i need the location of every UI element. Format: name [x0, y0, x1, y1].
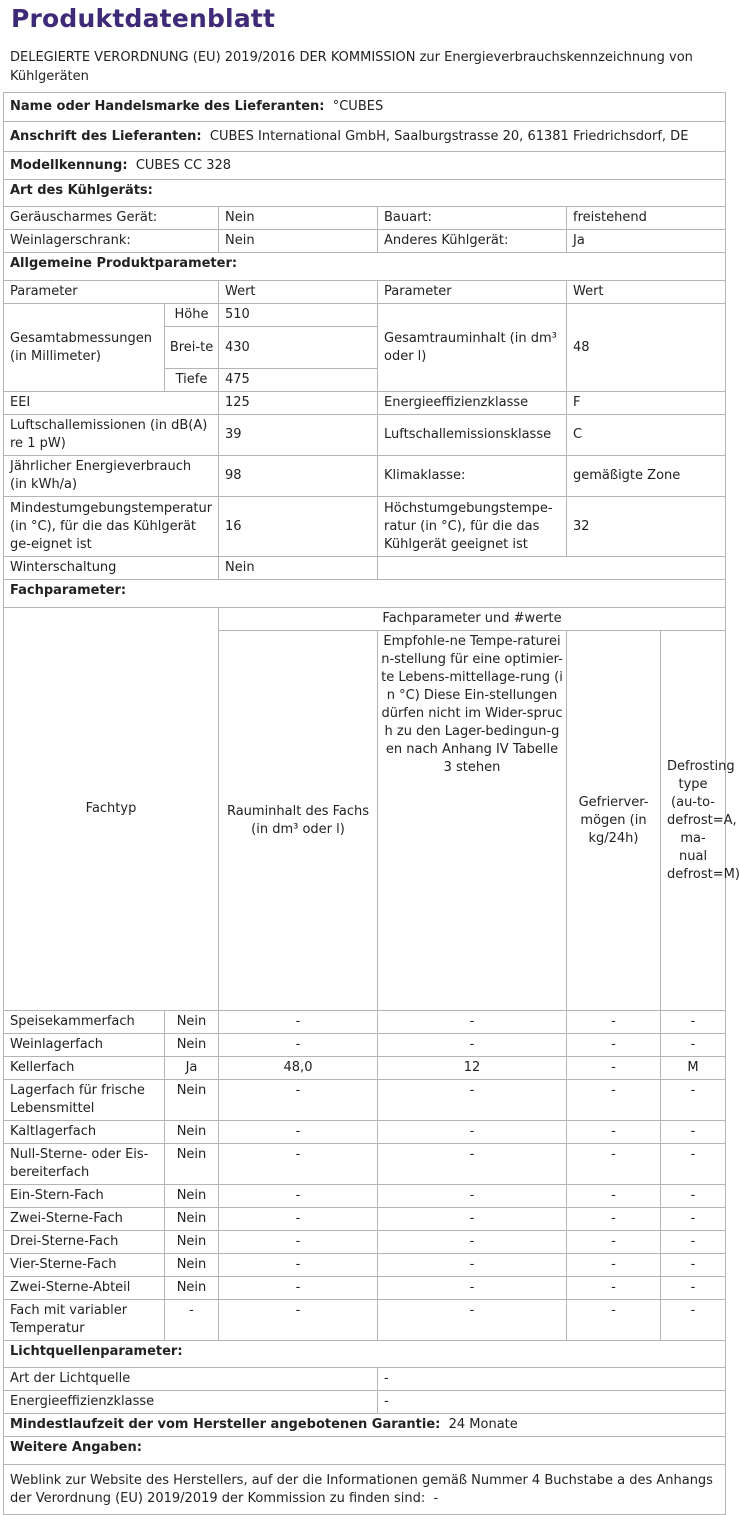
- compartment-volume: -: [219, 1208, 378, 1231]
- light-class-value: -: [378, 1391, 726, 1414]
- compartment-name: Kaltlagerfach: [4, 1121, 165, 1144]
- compartment-present: Nein: [165, 1121, 219, 1144]
- compartment-temperature: -: [378, 1185, 567, 1208]
- param-label: Klimaklasse:: [378, 456, 567, 497]
- light-class-label: Energieeffizienzklasse: [4, 1391, 378, 1414]
- compartment-volume: -: [219, 1121, 378, 1144]
- compartment-row: [4, 1208, 726, 1231]
- compartment-freeze-capacity: -: [567, 1144, 661, 1185]
- appliance-type-row: [4, 230, 726, 253]
- appliance-type-heading-row: [4, 180, 726, 207]
- value-column-header: Wert: [219, 281, 378, 304]
- compartment-volume: 48,0: [219, 1057, 378, 1080]
- freeze-header: Gefrierver-mögen (in kg/24h): [567, 631, 661, 1011]
- param-column-header: Parameter: [378, 281, 567, 304]
- param-value: 16: [219, 497, 378, 557]
- compartment-present: Nein: [165, 1080, 219, 1121]
- warranty-value: 24 Monate: [448, 1417, 518, 1432]
- compartment-defrost-type: M: [661, 1057, 726, 1080]
- compartment-present: Nein: [165, 1208, 219, 1231]
- compartment-defrost-type: -: [661, 1144, 726, 1185]
- compartment-freeze-capacity: -: [567, 1011, 661, 1034]
- compartment-volume: -: [219, 1254, 378, 1277]
- light-type-value: -: [378, 1368, 726, 1391]
- page-title: Produktdatenblatt: [11, 4, 276, 33]
- compartment-name: Vier-Sterne-Fach: [4, 1254, 165, 1277]
- compartment-row: [4, 1277, 726, 1300]
- regulation-subtitle: DELEGIERTE VERORDNUNG (EU) 2019/2016 DER KOMMISSION zur Energieverbrauchskennzeichnung von Kühlgeräten: [10, 50, 693, 84]
- compartment-volume: -: [219, 1034, 378, 1057]
- general-param-row: [4, 392, 726, 415]
- compartment-defrost-type: -: [661, 1300, 726, 1341]
- compartment-freeze-capacity: -: [567, 1254, 661, 1277]
- compartment-present: Nein: [165, 1254, 219, 1277]
- supplier-address-value: CUBES International GmbH, Saalburgstrasse 20, 61381 Friedrichsdorf, DE: [209, 128, 689, 144]
- compartment-freeze-capacity: -: [567, 1057, 661, 1080]
- compartment-volume: -: [219, 1080, 378, 1121]
- further-heading: Weitere Angaben:: [4, 1437, 726, 1465]
- compartment-row: [4, 1121, 726, 1144]
- param-value: 125: [219, 392, 378, 415]
- compartment-volume: -: [219, 1300, 378, 1341]
- compartment-temperature: -: [378, 1121, 567, 1144]
- compartment-defrost-type: -: [661, 1011, 726, 1034]
- compartment-temperature: -: [378, 1011, 567, 1034]
- general-heading: Allgemeine Produktparameter:: [4, 253, 726, 281]
- compartment-present: Nein: [165, 1185, 219, 1208]
- depth-label: Tiefe: [165, 369, 219, 392]
- compartment-row: [4, 1057, 726, 1080]
- compartment-temperature: -: [378, 1208, 567, 1231]
- supplier-name-label: Name oder Handelsmarke des Lieferanten:: [10, 99, 325, 114]
- compartment-temperature: -: [378, 1144, 567, 1185]
- compartment-group-row: [4, 608, 726, 631]
- compartment-defrost-type: -: [661, 1034, 726, 1057]
- compartment-defrost-type: -: [661, 1277, 726, 1300]
- param-value: C: [567, 415, 726, 456]
- compartment-name: Speisekammerfach: [4, 1011, 165, 1034]
- param-value: 39: [219, 415, 378, 456]
- compartment-row: [4, 1034, 726, 1057]
- param-label: Energieeffizienzklasse: [378, 392, 567, 415]
- param-label: Jährlicher Energieverbrauch (in kWh/a): [4, 456, 219, 497]
- width-value: 430: [219, 327, 378, 369]
- compartment-freeze-capacity: -: [567, 1208, 661, 1231]
- compartment-defrost-type: -: [661, 1254, 726, 1277]
- volume-value: 48: [567, 304, 726, 392]
- supplier-address-label: Anschrift des Lieferanten:: [10, 128, 202, 144]
- warranty-row: [4, 1414, 726, 1437]
- model-id-label: Modellkennung:: [10, 157, 128, 173]
- compartment-name: Zwei-Sterne-Abteil: [4, 1277, 165, 1300]
- param-value: F: [567, 392, 726, 415]
- param-label: Luftschallemissionen (in dB(A) re 1 pW): [4, 415, 219, 456]
- compartment-row: [4, 1231, 726, 1254]
- compartment-freeze-capacity: -: [567, 1121, 661, 1144]
- compartment-row: [4, 1185, 726, 1208]
- compartment-heading: Fachparameter:: [4, 580, 726, 608]
- compartment-freeze-capacity: -: [567, 1231, 661, 1254]
- compartment-defrost-type: -: [661, 1121, 726, 1144]
- light-heading: Lichtquellenparameter:: [4, 1341, 726, 1368]
- depth-value: 475: [219, 369, 378, 392]
- light-heading-row: [4, 1341, 726, 1368]
- winter-row: [4, 557, 726, 580]
- supplier-name-value: °CUBES: [332, 99, 384, 114]
- compartment-temperature: -: [378, 1254, 567, 1277]
- compartment-volume: -: [219, 1144, 378, 1185]
- defrost-header: Defrosting type (au-to-defrost=A, ma-nual defrost=M): [661, 631, 726, 1011]
- compartment-name: Drei-Sterne-Fach: [4, 1231, 165, 1254]
- general-param-row: [4, 415, 726, 456]
- further-heading-row: [4, 1437, 726, 1465]
- light-class-row: [4, 1391, 726, 1414]
- width-label: Brei-te: [165, 327, 219, 369]
- compartment-temperature: -: [378, 1300, 567, 1341]
- compartment-present: Nein: [165, 1231, 219, 1254]
- param-column-header: Parameter: [4, 281, 219, 304]
- general-heading-row: [4, 253, 726, 281]
- param-value: 98: [219, 456, 378, 497]
- compartment-present: -: [165, 1300, 219, 1341]
- general-param-row: [4, 497, 726, 557]
- compartment-freeze-capacity: -: [567, 1080, 661, 1121]
- compartment-temperature: 12: [378, 1057, 567, 1080]
- compartment-present: Nein: [165, 1011, 219, 1034]
- compartment-row: [4, 1254, 726, 1277]
- compartment-freeze-capacity: -: [567, 1185, 661, 1208]
- appliance-value: Nein: [219, 207, 378, 230]
- compartment-volume: -: [219, 1185, 378, 1208]
- winter-label: Winterschaltung: [4, 557, 219, 580]
- param-label: Mindestumgebungstemperatur (in °C), für die das Kühlgerät ge-eignet ist: [4, 497, 219, 557]
- appliance-value: Nein: [219, 230, 378, 253]
- compartment-name: Weinlagerfach: [4, 1034, 165, 1057]
- compartment-row: [4, 1080, 726, 1121]
- compartment-rows: [4, 1011, 726, 1341]
- general-param-row: [4, 456, 726, 497]
- compartment-name: Ein-Stern-Fach: [4, 1185, 165, 1208]
- compartment-volume: -: [219, 1011, 378, 1034]
- appliance-label: Weinlagerschrank:: [4, 230, 219, 253]
- supplier-name-row: [4, 93, 726, 122]
- general-header-row: [4, 281, 726, 304]
- compartment-freeze-capacity: -: [567, 1300, 661, 1341]
- compartment-name: Lagerfach für frische Lebensmittel: [4, 1080, 165, 1121]
- compartment-defrost-type: -: [661, 1185, 726, 1208]
- model-id-row: [4, 152, 726, 180]
- compartment-name: Zwei-Sterne-Fach: [4, 1208, 165, 1231]
- warranty-label: Mindestlaufzeit der vom Hersteller angebotenen Garantie:: [10, 1417, 441, 1432]
- further-value: -: [433, 1490, 439, 1506]
- compartment-temperature: -: [378, 1231, 567, 1254]
- param-value: 32: [567, 497, 726, 557]
- compartment-volume: -: [219, 1277, 378, 1300]
- appliance-value: Ja: [567, 230, 726, 253]
- compartment-name: Kellerfach: [4, 1057, 165, 1080]
- appliance-type-row: [4, 207, 726, 230]
- compartment-present: Ja: [165, 1057, 219, 1080]
- compartment-present: Nein: [165, 1034, 219, 1057]
- compartment-temperature: -: [378, 1034, 567, 1057]
- compartment-freeze-capacity: -: [567, 1034, 661, 1057]
- appliance-label: Bauart:: [378, 207, 567, 230]
- compartment-volume: -: [219, 1231, 378, 1254]
- winter-value: Nein: [219, 557, 378, 580]
- compartment-name: Fach mit variabler Temperatur: [4, 1300, 165, 1341]
- appliance-label: Anderes Kühlgerät:: [378, 230, 567, 253]
- volume-label: Gesamtrauminhalt (in dm³ oder l): [378, 304, 567, 392]
- model-id-value: CUBES CC 328: [135, 157, 232, 173]
- compartment-present: Nein: [165, 1277, 219, 1300]
- compartment-row: [4, 1144, 726, 1185]
- further-text-row: [4, 1465, 726, 1515]
- height-label: Höhe: [165, 304, 219, 327]
- light-type-row: [4, 1368, 726, 1391]
- compartment-defrost-type: -: [661, 1208, 726, 1231]
- param-label: Höchstumgebungstempe-ratur (in °C), für die das Kühlgerät geeignet ist: [378, 497, 567, 557]
- compartment-defrost-type: -: [661, 1231, 726, 1254]
- value-column-header: Wert: [567, 281, 726, 304]
- appliance-value: freistehend: [567, 207, 726, 230]
- appliance-type-heading: Art des Kühlgeräts:: [4, 180, 726, 207]
- volume-header: Rauminhalt des Fachs (in dm³ oder l): [219, 631, 378, 1011]
- compartment-group-header: Fachparameter und #werte: [219, 608, 726, 631]
- param-label: Luftschallemissionsklasse: [378, 415, 567, 456]
- appliance-label: Geräuscharmes Gerät:: [4, 207, 219, 230]
- height-value: 510: [219, 304, 378, 327]
- data-table: [3, 92, 740, 1515]
- dimensions-label: Gesamtabmessungen (in Millimeter): [4, 304, 165, 392]
- compartment-row: [4, 1300, 726, 1341]
- compartment-row: [4, 1011, 726, 1034]
- compartment-temperature: -: [378, 1277, 567, 1300]
- compartment-name: Null-Sterne- oder Eis-bereiterfach: [4, 1144, 165, 1185]
- param-label: EEI: [4, 392, 219, 415]
- temperature-header: Empfohle-ne Tempe-raturein-stellung für eine optimier-te Lebens-mittellage-rung (in °C) Diese Ein-stellungen dürfen nicht im Wider-spruch zu den Lager-bedingun-gen nach Anhang IV Tabelle 3 stehen: [378, 631, 567, 1011]
- compartment-temperature: -: [378, 1080, 567, 1121]
- compartment-present: Nein: [165, 1144, 219, 1185]
- compartment-freeze-capacity: -: [567, 1277, 661, 1300]
- further-text: Weblink zur Website des Herstellers, auf der die Informationen gemäß Nummer 4 Buchstabe a des Anhangs der Verordnung (EU) 2019/2019 der Kommission zu finden sind:: [10, 1472, 713, 1506]
- light-type-label: Art der Lichtquelle: [4, 1368, 378, 1391]
- compartment-defrost-type: -: [661, 1080, 726, 1121]
- param-value: gemäßigte Zone: [567, 456, 726, 497]
- compartment-type-header: Fachtyp: [4, 608, 219, 1011]
- compartment-heading-row: [4, 580, 726, 608]
- dimensions-row: [4, 304, 726, 327]
- supplier-address-row: [4, 122, 726, 152]
